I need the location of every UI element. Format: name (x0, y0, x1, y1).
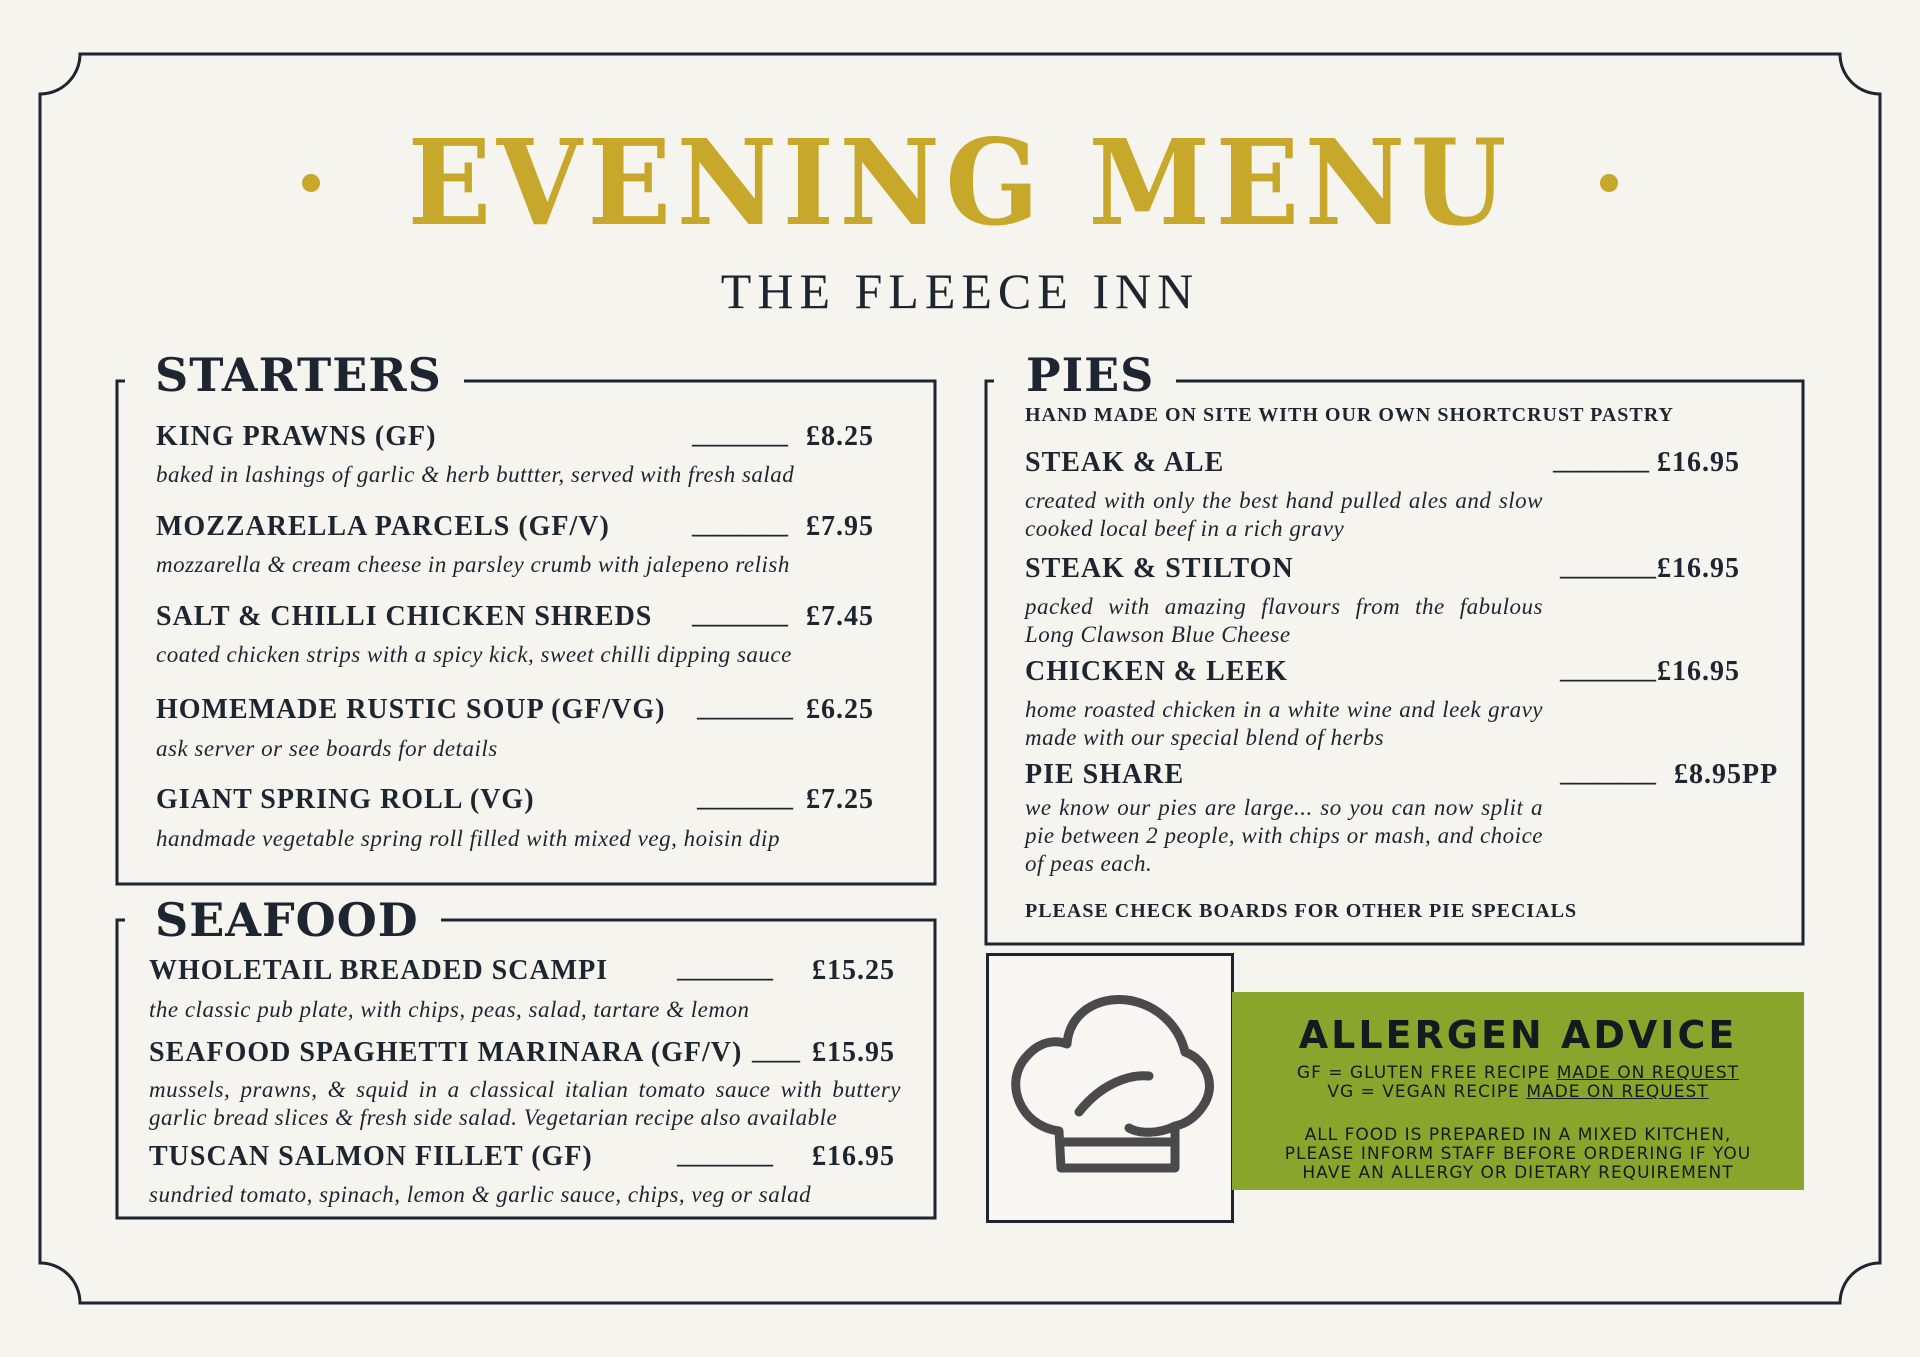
item-dash: ________ (1560, 658, 1656, 684)
item-name: HOMEMADE RUSTIC SOUP (GF/VG) (156, 694, 666, 725)
item-name: MOZZARELLA PARCELS (GF/V) (156, 511, 610, 542)
item-price: £7.45 (806, 601, 874, 632)
allergen-vg-link: MADE ON REQUEST (1526, 1082, 1709, 1102)
item-desc: mozzarella & cream cheese in parsley crumb with jalepeno relish (156, 552, 790, 577)
item-name: GIANT SPRING ROLL (VG) (156, 784, 535, 815)
allergen-gf-text: GF = GLUTEN FREE RECIPE (1296, 1063, 1557, 1083)
item-name: SEAFOOD SPAGHETTI MARINARA (GF/V) (149, 1037, 743, 1068)
item-price: £7.25 (806, 784, 874, 815)
allergen-gf-link: MADE ON REQUEST (1556, 1063, 1740, 1083)
item-desc: packed with amazing flavours from the fabulous Long Clawson Blue Cheese (1025, 594, 1543, 647)
item-price: £16.95 (1657, 553, 1740, 584)
item-dash: ________ (692, 603, 788, 629)
item-dash: ________ (1560, 555, 1656, 581)
item-desc: sundried tomato, spinach, lemon & garlic sauce, chips, veg or salad (149, 1182, 812, 1207)
item-price: £16.95 (1657, 447, 1740, 478)
item-name: STEAK & ALE (1025, 447, 1225, 478)
item-dash: ________ (692, 423, 788, 449)
pies-footer: PLEASE CHECK BOARDS FOR OTHER PIE SPECIALS (1025, 900, 1578, 922)
starters-heading: STARTERS (143, 352, 464, 398)
item-dash: ________ (1553, 449, 1649, 475)
allergen-vg-line (1232, 1083, 1804, 1102)
item-price: £15.25 (812, 955, 895, 986)
item-desc: coated chicken strips with a spicy kick, sweet chilli dipping sauce (156, 642, 792, 667)
allergen-note (1232, 1126, 1804, 1183)
allergen-vg-text: VG = VEGAN RECIPE (1327, 1082, 1527, 1102)
item-name: KING PRAWNS (GF) (156, 421, 437, 452)
allergen-note-line: PLEASE INFORM STAFF BEFORE ORDERING IF YOU (1284, 1144, 1752, 1164)
item-dash: ________ (1560, 761, 1656, 787)
allergen-note-line: ALL FOOD IS PREPARED IN A MIXED KITCHEN, (1304, 1125, 1732, 1145)
item-desc: we know our pies are large... so you can now split a pie between 2 people, with chips or mash, and choice of peas each. (1025, 795, 1543, 876)
item-dash: ________ (692, 513, 788, 539)
seafood-heading: SEAFOOD (143, 897, 441, 943)
item-name: STEAK & STILTON (1025, 553, 1294, 584)
item-price: £16.95 (812, 1141, 895, 1172)
item-name: CHICKEN & LEEK (1025, 656, 1288, 687)
title-dot-right (1600, 174, 1618, 192)
title-row (0, 108, 1920, 258)
item-name: TUSCAN SALMON FILLET (GF) (149, 1141, 593, 1172)
chef-hat-panel (986, 953, 1234, 1223)
item-price: £7.95 (806, 511, 874, 542)
item-dash: ________ (677, 957, 773, 983)
item-desc: ask server or see boards for details (156, 736, 498, 761)
chef-hat-icon (989, 956, 1231, 1220)
item-desc: home roasted chicken in a white wine and leek gravy made with our special blend of herbs (1025, 697, 1543, 750)
item-desc: handmade vegetable spring roll filled with mixed veg, hoisin dip (156, 826, 780, 851)
item-name: PIE SHARE (1025, 759, 1185, 790)
item-price: £8.95PP (1674, 759, 1779, 790)
item-desc: mussels, prawns, & squid in a classical italian tomato sauce with buttery garlic bread slices & fresh side salad. Vegetarian recipe also available (149, 1077, 901, 1130)
item-dash: ________ (697, 696, 793, 722)
item-dash: ____ (752, 1039, 800, 1065)
item-price: £6.25 (806, 694, 874, 725)
allergen-advice-panel (1232, 992, 1804, 1190)
item-price: £8.25 (806, 421, 874, 452)
item-name: WHOLETAIL BREADED SCAMPI (149, 955, 609, 986)
pies-heading: PIES (1014, 352, 1176, 398)
item-desc: created with only the best hand pulled ales and slow cooked local beef in a rich gravy (1025, 488, 1543, 541)
item-price: £15.95 (812, 1037, 895, 1068)
item-price: £16.95 (1657, 656, 1740, 687)
item-dash: ________ (697, 786, 793, 812)
venue-name: THE FLEECE INN (720, 263, 1200, 319)
title-dot-left (302, 174, 320, 192)
item-desc: baked in lashings of garlic & herb buttter, served with fresh salad (156, 462, 795, 487)
pies-intro: HAND MADE ON SITE WITH OUR OWN SHORTCRUST PASTRY (1025, 404, 1674, 426)
item-dash: ________ (677, 1143, 773, 1169)
allergen-note-line: HAVE AN ALLERGY OR DIETARY REQUIREMENT (1302, 1163, 1734, 1183)
allergen-gf-line (1232, 1064, 1804, 1083)
allergen-title: ALLERGEN ADVICE (1298, 1013, 1738, 1057)
item-desc: the classic pub plate, with chips, peas, salad, tartare & lemon (149, 997, 750, 1022)
item-name: SALT & CHILLI CHICKEN SHREDS (156, 601, 653, 632)
page-title: EVENING MENU (407, 113, 1513, 252)
